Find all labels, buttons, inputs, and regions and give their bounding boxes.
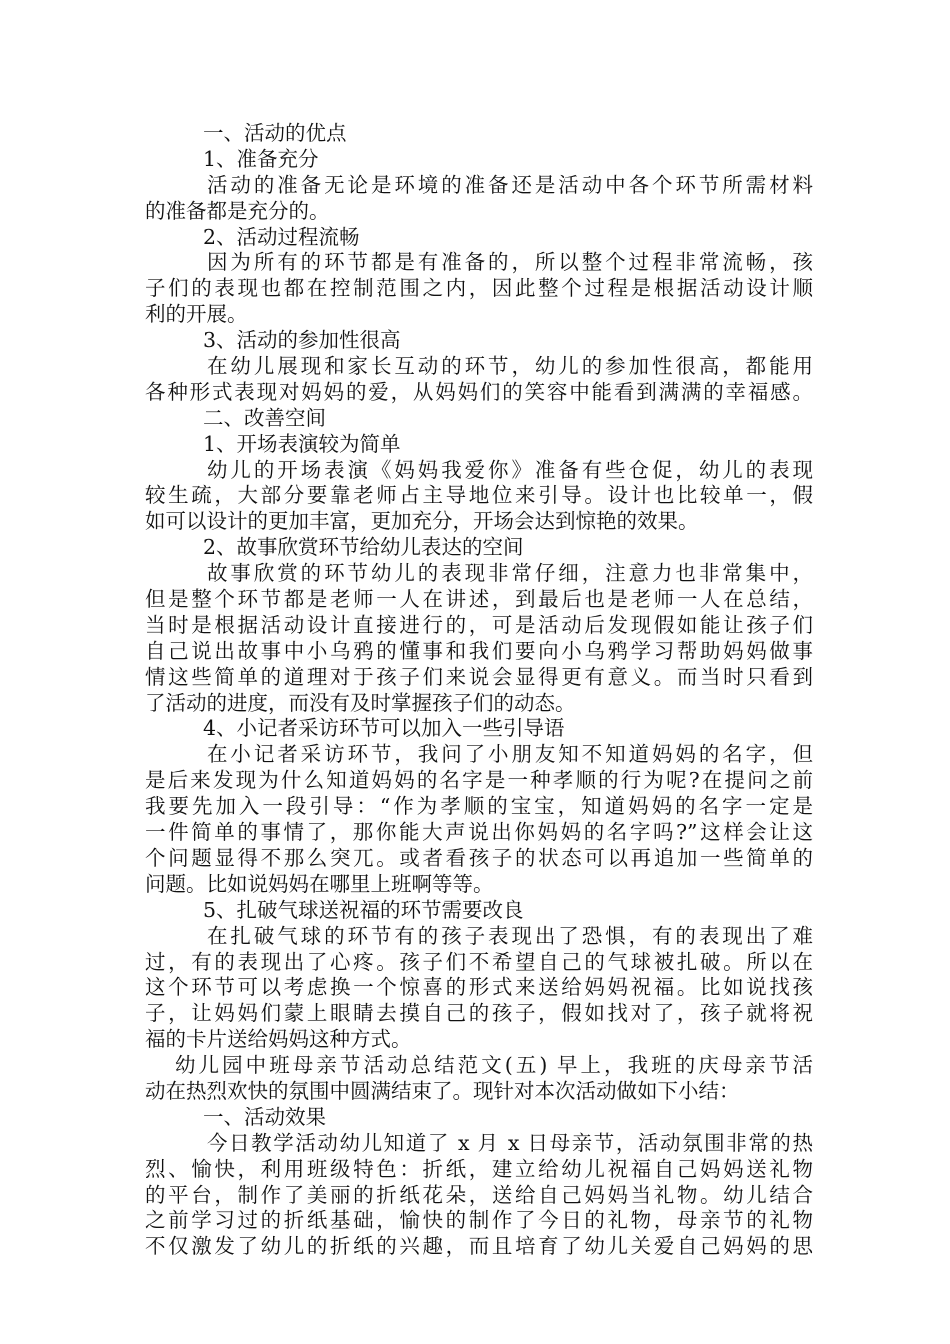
- text-line: 1、开场表演较为简单: [203, 431, 401, 456]
- text-line: 较生疏，大部分要靠老师占主导地位来引导。设计也比较单一，假: [145, 483, 813, 508]
- text-line: 幼儿的开场表演《妈妈我爱你》准备有些仓促，幼儿的表现: [207, 457, 813, 482]
- text-line: 烈、愉快，利用班级特色：折纸，建立给幼儿祝福自己妈妈送礼物: [145, 1156, 813, 1181]
- text-line: 问题。比如说妈妈在哪里上班啊等等。: [145, 871, 494, 896]
- text-line: 1、准备充分: [203, 146, 319, 171]
- text-line: 的准备都是充分的。: [145, 198, 330, 223]
- text-line: 活动的准备无论是环境的准备还是活动中各个环节所需材料: [207, 172, 813, 197]
- text-line: 3、活动的参加性很高: [203, 328, 401, 353]
- text-line: 了活动的进度，而没有及时掌握孩子们的动态。: [145, 690, 576, 715]
- text-line: 2、故事欣赏环节给幼儿表达的空间: [203, 535, 524, 560]
- text-line: 福的卡片送给妈妈这种方式。: [145, 1027, 412, 1052]
- text-line: 是后来发现为什么知道妈妈的名字是一种孝顺的行为呢?在提问之前: [145, 768, 813, 793]
- text-line: 当时是根据活动设计直接进行的，可是活动后发现假如能让孩子们: [145, 612, 813, 637]
- text-line: 故事欣赏的环节幼儿的表现非常仔细，注意力也非常集中，: [207, 561, 813, 586]
- text-line: 今日教学活动幼儿知道了 x 月 x 日母亲节，活动氛围非常的热: [207, 1130, 813, 1155]
- text-line: 4、小记者采访环节可以加入一些引导语: [203, 716, 565, 741]
- text-line: 一、活动效果: [203, 1104, 326, 1129]
- text-line: 但是整个环节都是老师一人在讲述，到最后也是老师一人在总结，: [145, 587, 813, 612]
- text-line: 幼儿园中班母亲节活动总结范文(五) 早上，我班的庆母亲节活: [175, 1053, 813, 1078]
- text-line: 我要先加入一段引导：“作为孝顺的宝宝，知道妈妈的名字一定是: [145, 794, 813, 819]
- text-line: 二、改善空间: [203, 405, 326, 430]
- text-line: 在扎破气球的环节有的孩子表现出了恐惧，有的表现出了难: [207, 923, 813, 948]
- text-line: 一、活动的优点: [203, 121, 347, 145]
- text-line: 不仅激发了幼儿的折纸的兴趣，而且培育了幼儿关爱自己妈妈的思: [145, 1234, 813, 1259]
- text-line: 利的开展。: [145, 302, 248, 327]
- text-line: 个问题显得不那么突兀。或者看孩子的状态可以再追加一些简单的: [145, 845, 813, 870]
- text-line: 5、扎破气球送祝福的环节需要改良: [203, 897, 524, 922]
- text-line: 因为所有的环节都是有准备的，所以整个过程非常流畅，孩: [207, 250, 813, 275]
- text-line: 在小记者采访环节，我问了小朋友知不知道妈妈的名字，但: [207, 742, 813, 767]
- text-line: 在幼儿展现和家长互动的环节，幼儿的参加性很高，都能用: [207, 354, 813, 379]
- text-line: 情这些简单的道理对于孩子们来说会显得更有意义。而当时只看到: [145, 664, 813, 689]
- text-line: 子，让妈妈们蒙上眼睛去摸自己的孩子，假如找对了，孩子就将祝: [145, 1001, 813, 1026]
- text-line: 之前学习过的折纸基础，愉快的制作了今日的礼物，母亲节的礼物: [145, 1208, 813, 1233]
- text-line: 一件简单的事情了，那你能大声说出你妈妈的名字吗?”这样会让这: [145, 820, 813, 845]
- text-line: 这个环节可以考虑换一个惊喜的形式来送给妈妈祝福。比如说找孩: [145, 975, 813, 1000]
- text-line: 如可以设计的更加丰富，更加充分，开场会达到惊艳的效果。: [145, 509, 699, 534]
- text-line: 动在热烈欢快的氛围中圆满结束了。现针对本次活动做如下小结：: [145, 1078, 740, 1103]
- text-line: 子们的表现也都在控制范围之内，因此整个过程是根据活动设计顺: [145, 276, 813, 301]
- text-line: 各种形式表现对妈妈的爱，从妈妈们的笑容中能看到满满的幸福感。: [145, 379, 813, 404]
- text-line: 的平台，制作了美丽的折纸花朵，送给自己妈妈当礼物。幼儿结合: [145, 1182, 813, 1207]
- text-line: 过，有的表现出了心疼。孩子们不希望自己的气球被扎破。所以在: [145, 949, 813, 974]
- text-line: 自己说出故事中小乌鸦的懂事和我们要向小乌鸦学习帮助妈妈做事: [145, 638, 813, 663]
- text-line: 2、活动过程流畅: [203, 224, 360, 249]
- document-page: [145, 121, 813, 1260]
